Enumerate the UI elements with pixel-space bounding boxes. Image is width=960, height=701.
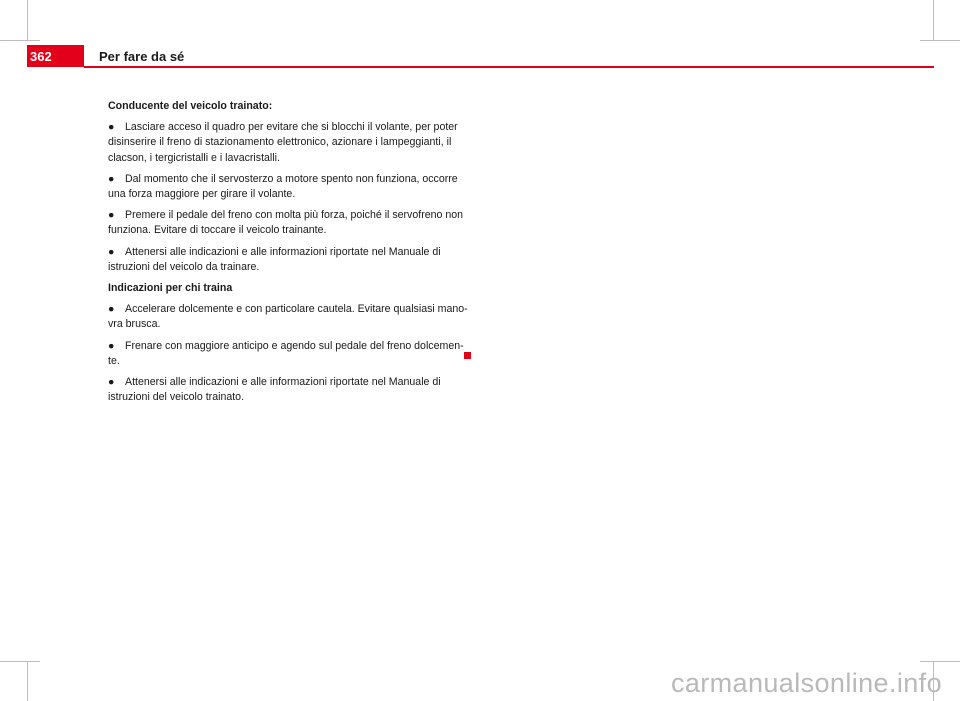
- list-item-text: Attenersi alle indicazioni e alle informazioni riportate nel Manuale di istruzioni del veicolo da trainare.: [108, 245, 441, 273]
- list-item-text: Lasciare acceso il quadro per evitare che si blocchi il volante, per poter disinserire il freno di stazionamento elettronico, azionare i lampeggianti, il clacson, i tergicristalli e i lavacristalli.: [108, 121, 458, 164]
- crop-mark: [27, 0, 28, 40]
- list-item-text: Accelerare dolcemente e con particolare cautela. Evitare qualsiasi mano- vra brusca.: [108, 303, 468, 331]
- list-item-text: Premere il pedale del freno con molta più forza, poiché il servofreno non funziona. Evitare di toccare il veicolo trainante.: [108, 209, 464, 237]
- bullet-icon: ●: [108, 303, 115, 316]
- list-item: [108, 339, 468, 369]
- crop-mark: [920, 40, 960, 41]
- section-end-marker-icon: [464, 352, 471, 359]
- bullet-icon: ●: [108, 121, 115, 134]
- list-item: [108, 172, 468, 202]
- bullet-icon: ●: [108, 172, 115, 185]
- bullet-icon: ●: [108, 376, 115, 389]
- list-item: [108, 245, 468, 275]
- list-item: [108, 120, 468, 166]
- crop-mark: [27, 661, 28, 701]
- page-number: 362: [30, 49, 52, 64]
- page-content: [108, 99, 468, 411]
- bullet-icon: ●: [108, 209, 115, 222]
- list-item: [108, 302, 468, 332]
- crop-mark: [933, 0, 934, 40]
- list-item: [108, 375, 468, 405]
- list-item: [108, 208, 468, 238]
- section-title: Per fare da sé: [99, 49, 185, 64]
- bullet-icon: ●: [108, 339, 115, 352]
- heading-towed-vehicle: Conducente del veicolo trainato:: [108, 100, 273, 112]
- heading-towing-vehicle: Indicazioni per chi traina: [108, 282, 233, 295]
- crop-mark: [0, 661, 40, 662]
- list-item-text: Attenersi alle indicazioni e alle informazioni riportate nel Manuale di istruzioni del veicolo trainato.: [108, 376, 441, 404]
- list-item-text: Frenare con maggiore anticipo e agendo sul pedale del freno dolcemen- te.: [108, 339, 464, 367]
- list-item-text: Dal momento che il servosterzo a motore spento non funziona, occorre una forza maggiore per girare il volante.: [108, 172, 458, 201]
- crop-mark: [0, 40, 40, 41]
- watermark: carmanualsonline.info: [670, 668, 942, 698]
- bullet-icon: ●: [108, 245, 115, 258]
- header-rule: [84, 66, 934, 68]
- crop-mark: [920, 661, 960, 662]
